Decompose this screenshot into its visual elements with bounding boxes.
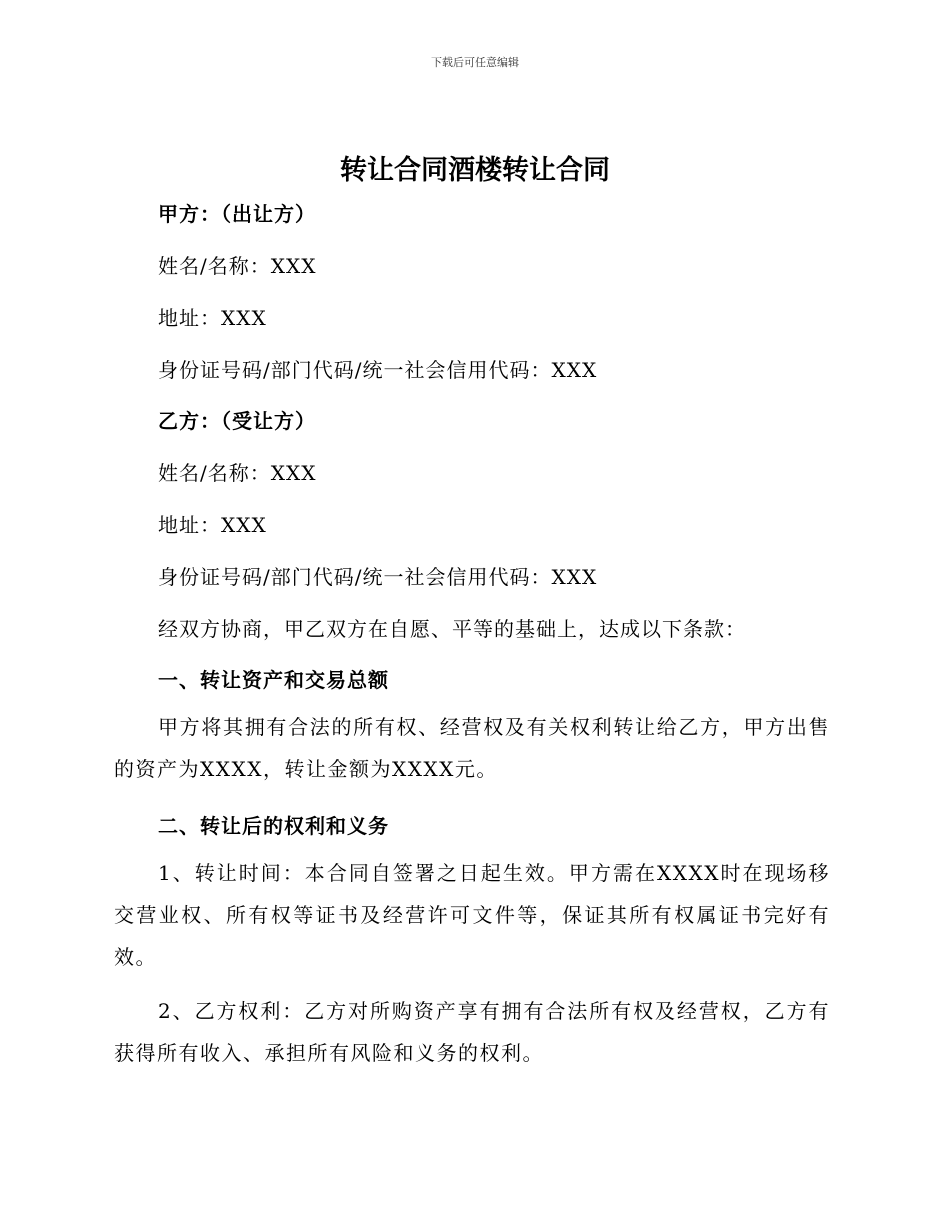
section2-item2: 2、乙方权利：乙方对所购资产享有拥有合法所有权及经营权，乙方有获得所有收入、承担所有风险和义务的权利。 <box>114 999 830 1065</box>
header-note: 下载后可任意编辑 <box>431 56 519 69</box>
party-b-name: 姓名/名称：XXX <box>158 461 317 485</box>
section1-body: 甲方将其拥有合法的所有权、经营权及有关权利转让给乙方，甲方出售的资产为XXXX，转让金额为XXXX元。 <box>114 715 830 781</box>
intro-text: 经双方协商，甲乙双方在自愿、平等的基础上，达成以下条款： <box>158 617 746 641</box>
party-a-name: 姓名/名称：XXX <box>158 254 317 278</box>
section1-heading: 一、转让资产和交易总额 <box>158 668 389 692</box>
document-title: 转让合同酒楼转让合同 <box>340 155 610 186</box>
section2-item1: 1、转让时间：本合同自签署之日起生效。甲方需在XXXX时在现场移交营业权、所有权等证书及经营许可文件等，保证其所有权属证书完好有效。 <box>114 861 830 969</box>
section2-heading: 二、转让后的权利和义务 <box>158 814 389 838</box>
party-b-id-code: 身份证号码/部门代码/统一社会信用代码：XXX <box>158 565 598 589</box>
party-a-heading: 甲方：（出让方） <box>158 202 316 226</box>
party-b-heading: 乙方：（受让方） <box>158 409 316 433</box>
party-a-address: 地址：XXX <box>158 306 267 330</box>
party-a-id-code: 身份证号码/部门代码/统一社会信用代码：XXX <box>158 358 598 382</box>
party-b-address: 地址：XXX <box>158 513 267 537</box>
